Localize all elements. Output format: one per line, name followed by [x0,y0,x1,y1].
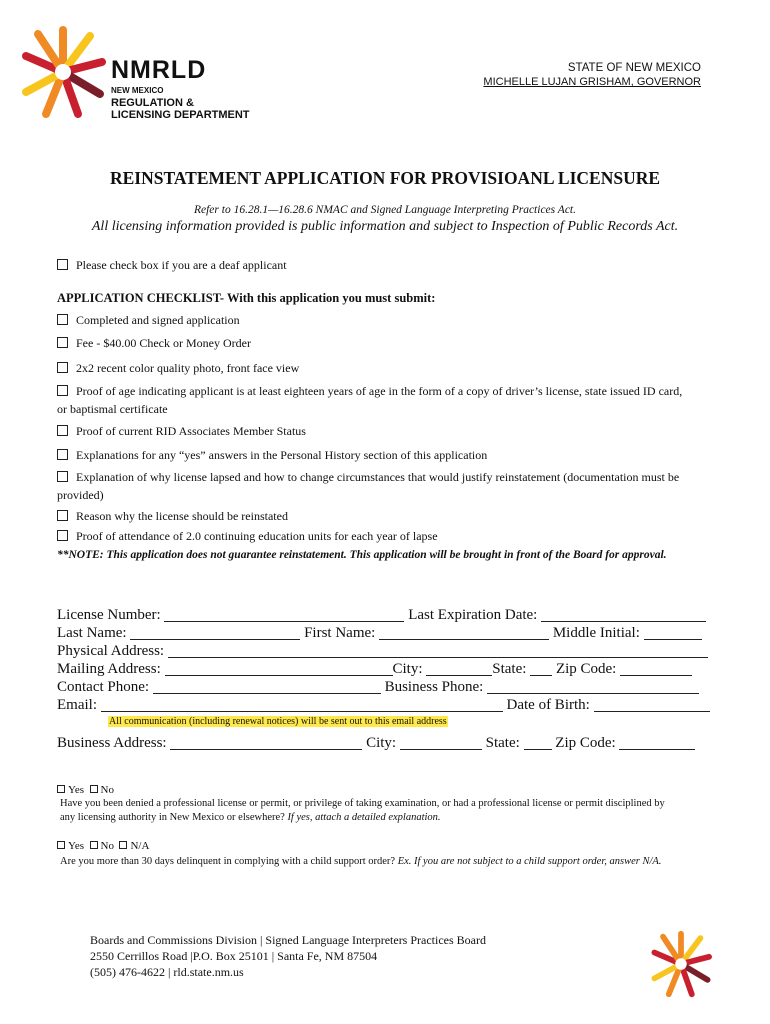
middle-initial-label: Middle Initial: [552,625,640,641]
email-row [57,697,710,714]
checklist-checkbox[interactable] [57,385,68,396]
checklist-label: Reason why the license should be reinstated [76,509,288,523]
business-address-label: Business Address: [57,735,167,751]
business-phone-label: Business Phone: [384,679,484,695]
public-records-notice: All licensing information provided is public information and subject to Inspection of Public Records Act. [91,219,679,234]
question-2-options [57,840,149,852]
contact-phone-input[interactable] [153,679,381,694]
mailing-state-label: State: [492,661,527,677]
last-name-label: Last Name: [57,625,127,641]
checklist-label: 2x2 recent color quality photo, front face view [76,361,300,375]
state-name: STATE OF NEW MEXICO [567,62,701,74]
q2-no-label: No [100,840,114,852]
checklist-label: Explanation of why license lapsed and how to change circumstances that would justify reinstatement (documentation must be [76,470,680,484]
business-address-input[interactable] [170,735,362,750]
mailing-state-input[interactable] [530,661,552,676]
checklist-item [57,509,288,524]
approval-note: **NOTE: This application does not guarantee reinstatement. This application will be brought in front of the Board for approval. [57,549,667,561]
checklist-item [57,384,682,399]
mailing-zip-label: Zip Code: [555,661,617,677]
first-name-input[interactable] [379,625,549,640]
q2-yes-label: Yes [68,840,85,852]
checklist-checkbox[interactable] [57,530,68,541]
last-expiration-date-label: Last Expiration Date: [408,607,538,623]
checklist-item [57,313,240,328]
middle-initial-input[interactable] [644,625,702,640]
email-label: Email: [57,697,97,713]
contact-phone-label: Contact Phone: [57,679,150,695]
checklist-item [57,470,679,485]
business-phone-input[interactable] [487,679,699,694]
email-input[interactable] [101,697,503,712]
governor-name: MICHELLE LUJAN GRISHAM, GOVERNOR [483,76,701,88]
footer-address: 2550 Cerrillos Road |P.O. Box 25101 | Santa Fe, NM 87504 [90,949,378,963]
checklist-item-continuation: or baptismal certificate [57,402,168,416]
q1-no-label: No [100,784,114,796]
org-short-name: NMRLD [111,56,207,84]
business-state-label: State: [485,735,520,751]
business-address-row [57,735,695,752]
physical-address-input[interactable] [168,643,708,658]
footer-contact [90,932,486,980]
checklist-item [57,448,487,463]
checklist-label: Explanations for any “yes” answers in the Personal History section of this application [76,448,488,462]
checklist-checkbox[interactable] [57,510,68,521]
first-name-label: First Name: [304,625,376,641]
q2-na-label: N/A [130,840,150,852]
q1-yes-checkbox[interactable] [57,785,65,793]
q2-text-plain: Are you more than 30 days delinquent in complying with a child support order? [60,856,396,867]
footer-division: Boards and Commissions Division | Signed Language Interpreters Practices Board [90,933,486,947]
checklist-checkbox[interactable] [57,471,68,482]
footer-phone-web: (505) 476-4622 | rld.state.nm.us [90,965,244,979]
date-of-birth-label: Date of Birth: [506,697,590,713]
last-name-input[interactable] [130,625,300,640]
checklist-item [57,336,251,351]
q1-text-line2 [60,811,665,825]
q2-na-checkbox[interactable] [119,841,127,849]
business-state-input[interactable] [524,735,552,750]
regulation-reference: Refer to 16.28.1—16.28.6 NMAC and Signed Language Interpreting Practices Act. [193,204,576,216]
nmrld-footer-logo-icon [650,928,712,1000]
license-number-input[interactable] [164,607,404,622]
q1-yes-label: Yes [68,784,85,796]
mailing-address-row [57,661,692,678]
nmrld-logo-icon [20,22,106,122]
org-full-name [111,97,250,121]
physical-address-row [57,643,708,660]
mailing-address-input[interactable] [165,661,393,676]
q2-no-checkbox[interactable] [90,841,98,849]
checklist-item [57,361,299,376]
deaf-applicant-row [57,258,287,273]
q1-no-checkbox[interactable] [90,785,98,793]
checklist-label: Proof of current RID Associates Member Status [76,424,306,438]
business-city-input[interactable] [400,735,482,750]
question-1-text [60,797,665,825]
checklist-checkbox[interactable] [57,425,68,436]
checklist-checkbox[interactable] [57,449,68,460]
name-row [57,625,702,642]
last-expiration-date-input[interactable] [541,607,706,622]
deaf-applicant-label: Please check box if you are a deaf applicant [76,258,287,272]
q1-text-line2-italic: If yes, attach a detailed explanation. [287,812,441,823]
checklist-label: Completed and signed application [76,313,240,327]
deaf-applicant-checkbox[interactable] [57,259,68,270]
checklist-label: Proof of age indicating applicant is at least eighteen years of age in the form of a copy of driver’s license, state issued ID card, [76,384,683,398]
physical-address-label: Physical Address: [57,643,165,659]
checklist-label: Fee - $40.00 Check or Money Order [76,336,251,350]
org-name-line-b: LICENSING DEPARTMENT [111,109,250,121]
q1-text-line1: Have you been denied a professional license or permit, or privilege of taking examination, or had a professional license or permit disciplined by [60,798,665,809]
checklist-heading: APPLICATION CHECKLIST- With this application you must submit: [57,291,436,305]
license-number-label: License Number: [57,607,161,623]
email-notice: All communication (including renewal notices) will be sent out to this email address [109,716,447,727]
mailing-city-label: City: [392,661,423,677]
q2-text-italic: Ex. If you are not subject to a child support order, answer N/A. [397,856,662,867]
business-zip-input[interactable] [619,735,695,750]
license-number-row [57,607,706,624]
phone-row [57,679,699,696]
checklist-item [57,424,306,439]
checklist-item-continuation: provided) [57,488,104,502]
date-of-birth-input[interactable] [594,697,710,712]
checklist-checkbox[interactable] [57,314,68,325]
mailing-city-input[interactable] [426,661,492,676]
question-1-options [57,784,114,796]
business-zip-label: Zip Code: [555,735,616,751]
q2-yes-checkbox[interactable] [57,841,65,849]
mailing-zip-input[interactable] [620,661,692,676]
mailing-address-label: Mailing Address: [57,661,161,677]
checklist-label: Proof of attendance of 2.0 continuing education units for each year of lapse [76,529,438,543]
checklist-checkbox[interactable] [57,362,68,373]
org-state-label: NEW MEXICO [111,86,164,95]
business-city-label: City: [366,735,397,751]
document-title: REINSTATEMENT APPLICATION FOR PROVISIOANL LICENSURE [109,168,661,188]
checklist-item [57,529,438,544]
q1-text-line2-plain: any licensing authority in New Mexico or elsewhere? [60,812,285,823]
question-2-text [60,855,661,869]
checklist-checkbox[interactable] [57,337,68,348]
org-name-line-a: REGULATION & [111,97,194,109]
